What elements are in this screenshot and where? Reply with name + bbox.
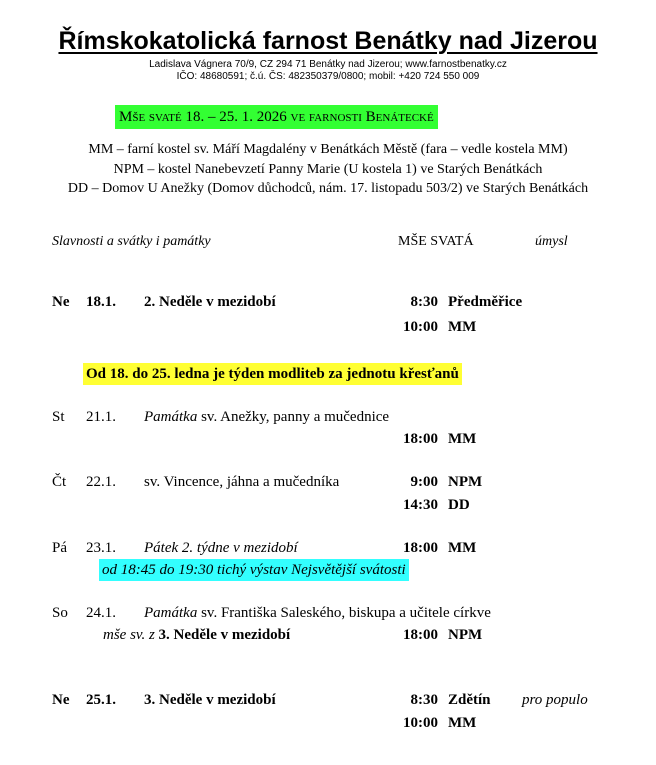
mass-place: NPM <box>448 474 483 490</box>
day-date: 21.1. <box>86 409 116 425</box>
mass-place: Předměřice <box>448 294 523 310</box>
feast-name: 2. Neděle v mezidobí <box>144 294 276 310</box>
mass-time: 14:30 <box>403 497 438 513</box>
mass-time: 10:00 <box>403 715 438 731</box>
parish-title: Římskokatolická farnost Benátky nad Jizerou <box>58 27 598 55</box>
feast-name: 3. Neděle v mezidobí <box>144 692 276 708</box>
day-date: 22.1. <box>86 474 116 490</box>
feast-subline: mše sv. z 3. Neděle v mezidobí <box>103 627 291 643</box>
mass-place: MM <box>448 540 477 556</box>
mass-time: 9:00 <box>410 474 438 490</box>
day-name: Ne <box>52 294 70 310</box>
mass-time: 18:00 <box>403 540 438 556</box>
mass-time: 8:30 <box>410 294 438 310</box>
day-date: 18.1. <box>86 294 116 310</box>
contact-address: Ladislava Vágnera 70/9, CZ 294 71 Benátky nad Jizerou; www.farnostbenatky.cz <box>149 59 507 70</box>
masses-heading: Mše svaté 18. – 25. 1. 2026 ve farnosti Benátecké <box>115 105 438 129</box>
mass-place: MM <box>448 319 477 335</box>
mass-place: NPM <box>448 627 483 643</box>
mass-place: DD <box>448 497 470 513</box>
feast-name: sv. Vincence, jáhna a mučedníka <box>144 474 340 490</box>
mass-place: MM <box>448 431 477 447</box>
day-name: So <box>52 605 68 621</box>
mass-place: MM <box>448 715 477 731</box>
day-name: Pá <box>52 540 67 556</box>
day-date: 24.1. <box>86 605 116 621</box>
day-name: Čt <box>52 474 67 490</box>
legend-mm: MM – farní kostel sv. Máří Magdalény v Benátkách Městě (fara – vedle kostela MM) <box>88 142 568 157</box>
legend-npm: NPM – kostel Nanebevzetí Panny Marie (U kostela 1) ve Starých Benátkách <box>113 162 543 177</box>
mass-intention: pro populo <box>522 692 588 708</box>
adoration-note: od 18:45 do 19:30 tichý výstav Nejsvětější svátosti <box>99 559 409 581</box>
contact-ids: IČO: 48680591; č.ú. ČS: 482350379/0800; mobil: +420 724 550 009 <box>176 71 480 82</box>
day-name: St <box>52 409 65 425</box>
day-date: 25.1. <box>86 692 116 708</box>
column-mass: MŠE SVATÁ <box>398 234 474 249</box>
day-date: 23.1. <box>86 540 116 556</box>
mass-time: 10:00 <box>403 319 438 335</box>
feast-name: Památka sv. Františka Saleského, biskupa a učitele církve <box>144 605 491 621</box>
column-feasts: Slavnosti a svátky i památky <box>52 234 211 249</box>
notice-prayer-week: Od 18. do 25. ledna je týden modliteb za jednotu křesťanů <box>83 363 462 385</box>
legend-dd: DD – Domov U Anežky (Domov důchodců, nám. 17. listopadu 503/2) ve Starých Benátkách <box>67 181 589 196</box>
mass-time: 8:30 <box>410 692 438 708</box>
feast-name: Památka sv. Anežky, panny a mučednice <box>144 409 390 425</box>
day-name: Ne <box>52 692 70 708</box>
mass-place: Zdětín <box>448 692 491 708</box>
mass-time: 18:00 <box>403 431 438 447</box>
feast-name: Pátek 2. týdne v mezidobí <box>144 540 298 556</box>
column-intention: úmysl <box>535 234 568 249</box>
mass-time: 18:00 <box>403 627 438 643</box>
